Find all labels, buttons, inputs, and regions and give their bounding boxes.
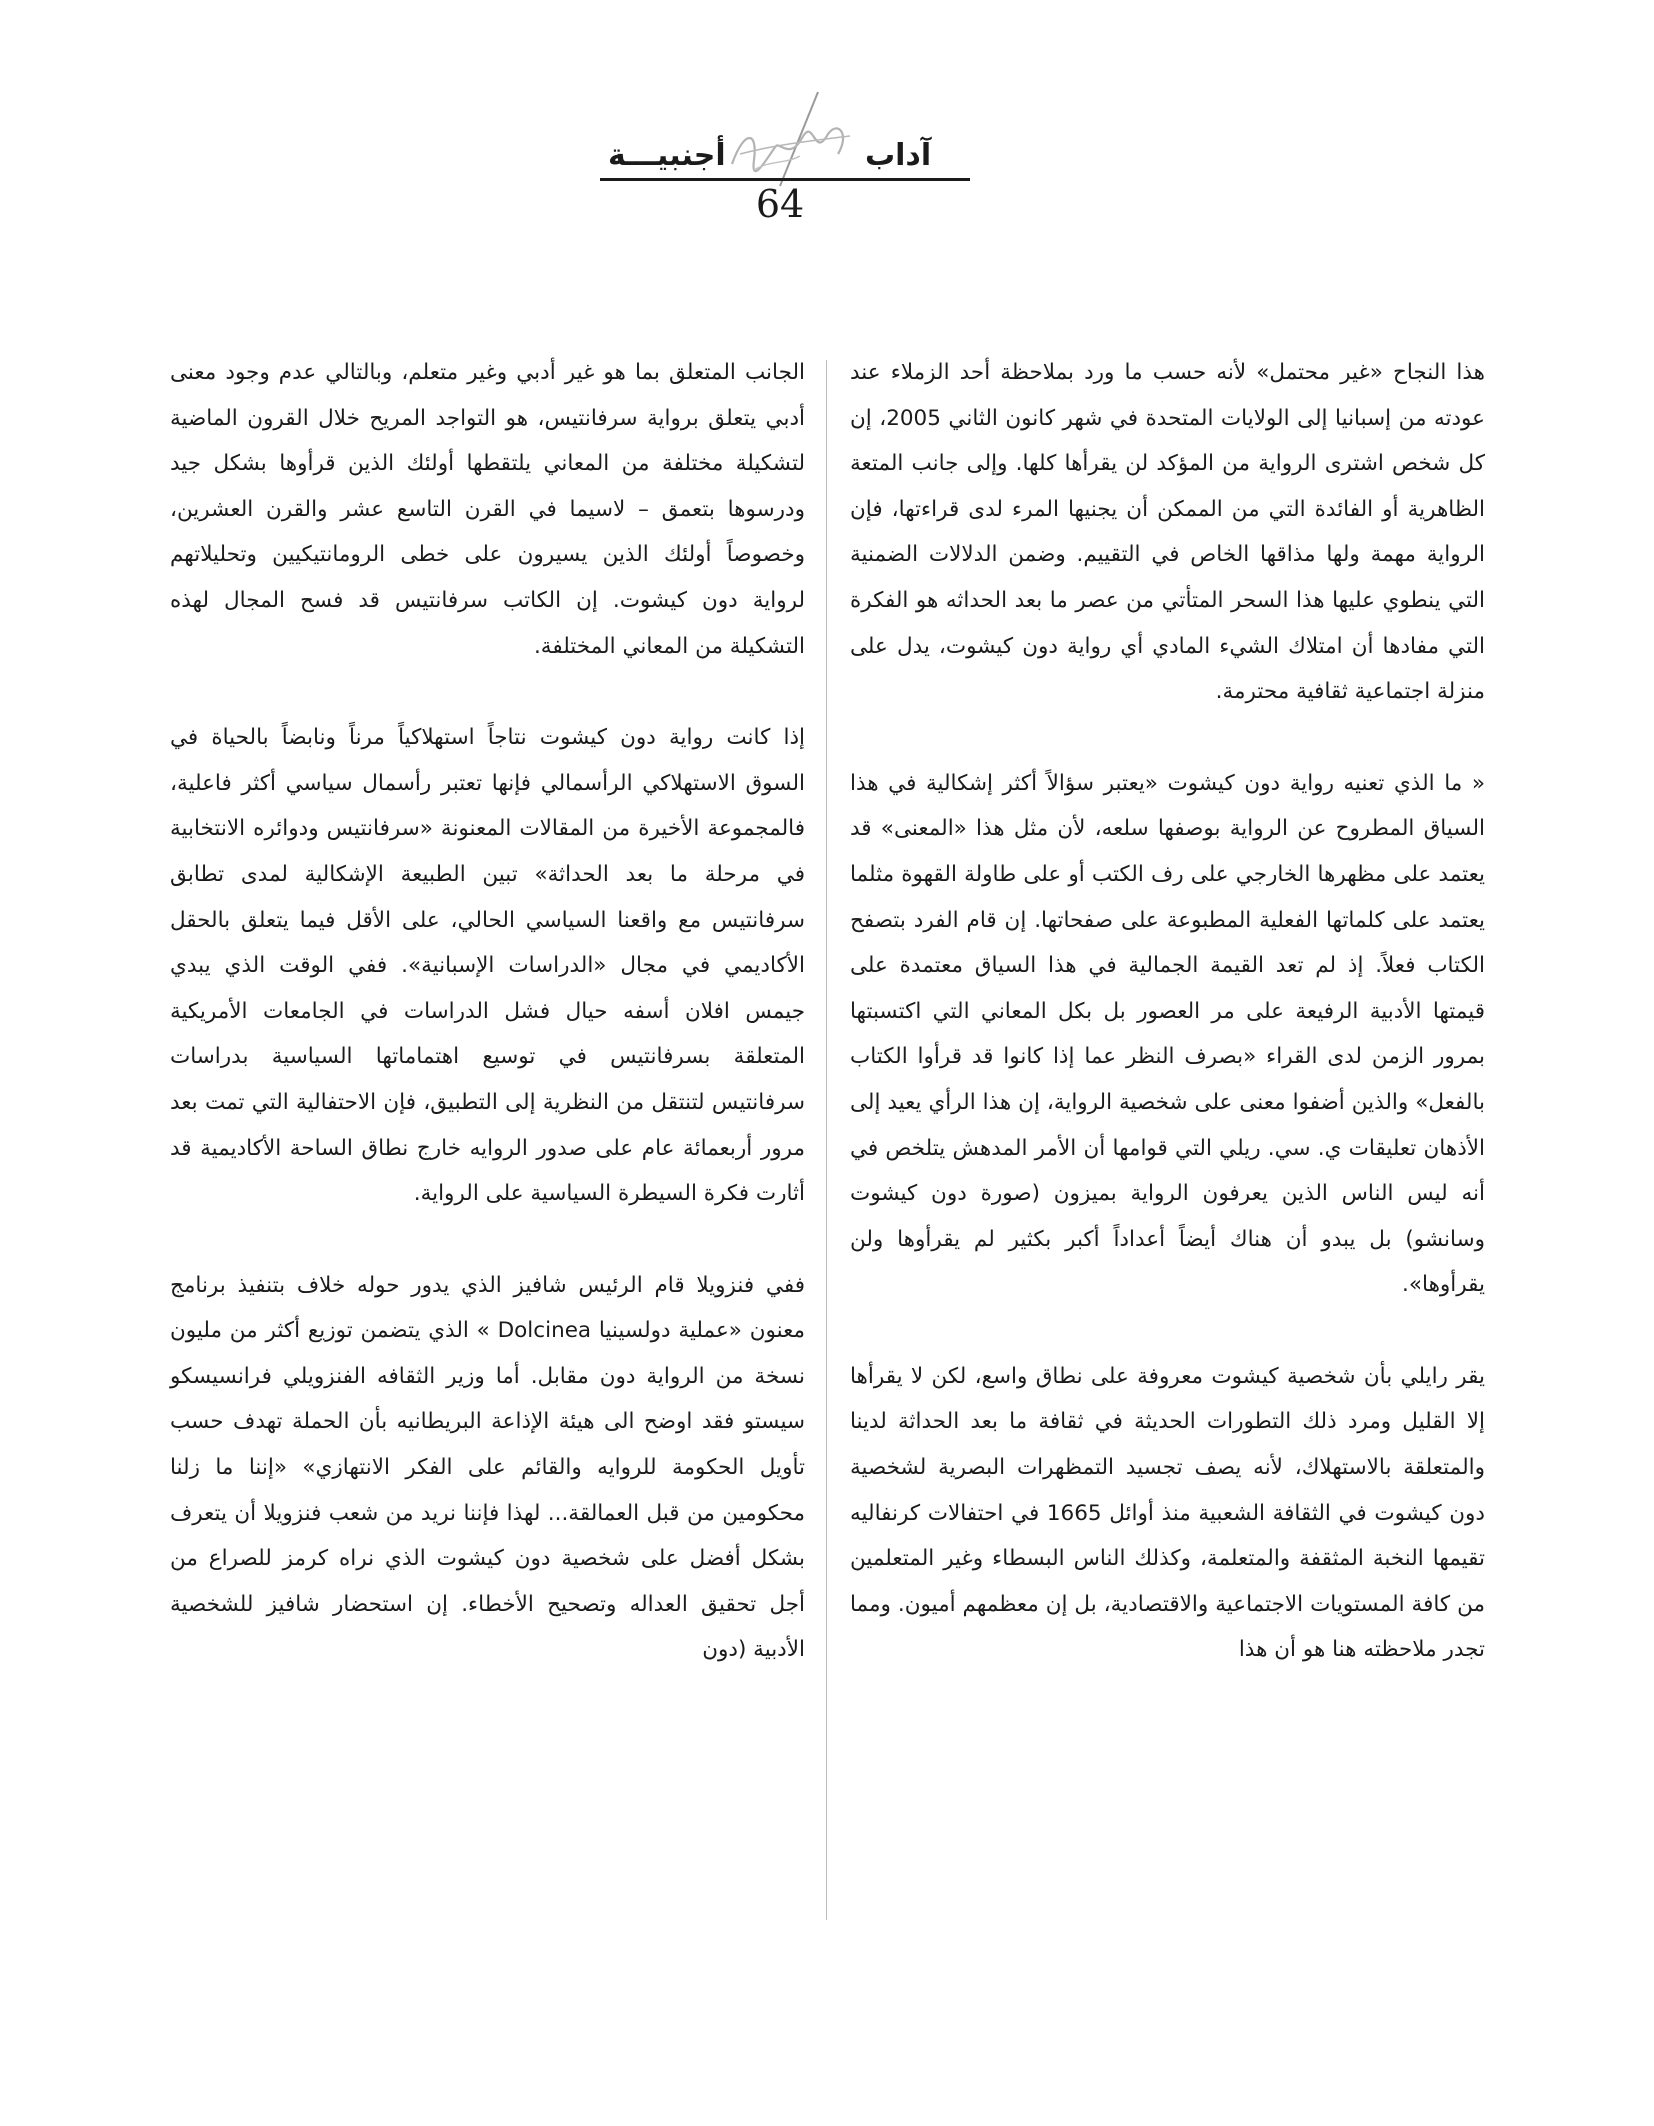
right-column <box>850 350 1485 1673</box>
header-rule <box>600 178 970 181</box>
paragraph: ففي فنزويلا قام الرئيس شافيز الذي يدور حوله خلاف بتنفيذ برنامج معنون «عملية دولسينيا Dolcinea » الذي يتضمن توزيع أكثر من مليون نسخة من الرواية دون مقابل. أما وزير الثقافه الفنزويلي فرانسيسكو سيستو فقد اوضح الى هيئة الإذاعة البريطانيه بأن الحملة تهدف حسب تأويل الحكومة للروايه والقائم على الفكر الانتهازي» «إننا ما زلنا محكومين من قبل العمالقة... لهذا فإننا نريد من شعب فنزويلا أن يتعرف بشكل أفضل على شخصية دون كيشوت الذي نراه كرمز للصراع من أجل تحقيق العداله وتصحيح الأخطاء. إن استحضار شافيز للشخصية الأدبية (دون <box>170 1272 805 1663</box>
section-label-right: آداب <box>865 138 932 173</box>
column-divider <box>826 360 827 1920</box>
page-number: 64 <box>755 182 805 226</box>
section-label-left: أجنبيـــة <box>608 138 726 173</box>
paragraph: هذا النجاح «غير محتمل» لأنه حسب ما ورد بملاحظة أحد الزملاء عند عودته من إسبانيا إلى الولايات المتحدة في شهر كانون الثاني 2005، إن كل شخص اشترى الرواية من المؤكد لن يقرأها كلها. وإلى جانب المتعة الظاهرية أو الفائدة التي من الممكن أن يجنيها المرء لدى قراءتها، فإن الرواية مهمة ولها مذاقها الخاص في التقييم. وضمن الدلالات الضمنية التي ينطوي عليها هذا السحر المتأتي من عصر ما بعد الحداثه هو الفكرة التي مفادها أن امتلاك الشيء المادي أي رواية دون كيشوت، يدل على منزلة اجتماعية ثقافية محترمة. <box>850 360 1485 705</box>
paragraph: الجانب المتعلق بما هو غير أدبي وغير متعلم، وبالتالي عدم وجود معنى أدبي يتعلق برواية سرفانتيس، هو التواجد المريح خلال القرون الماضية لتشكيلة مختلفة من المعاني يلتقطها أولئك الذين قرأوها بشكل جيد ودرسوها بتعمق – لاسيما في القرن التاسع عشر والقرن العشرين، وخصوصاً أولئك الذين يسيرون على خطى الرومانتيكيين وتحليلاتهم لرواية دون كيشوت. إن الكاتب سرفانتيس قد فسح المجال لهذه التشكيلة من المعاني المختلفة. <box>170 360 805 659</box>
paragraph: يقر رايلي بأن شخصية كيشوت معروفة على نطاق واسع، لكن لا يقرأها إلا القليل ومرد ذلك التطورات الحديثة في ثقافة ما بعد الحداثة لدينا والمتعلقة بالاستهلاك، لأنه يصف تجسيد التمظهرات البصرية لشخصية دون كيشوت في الثقافة الشعبية منذ أوائل 1665 في احتفالات كرنفاليه تقيمها النخبة المثقفة والمتعلمة، وكذلك الناس البسطاء وغير المتعلمين من كافة المستويات الاجتماعية والاقتصادية، بل إن معظمهم أميون. ومما تجدر ملاحظته هنا هو أن هذا <box>850 1363 1485 1663</box>
paragraph: « ما الذي تعنيه رواية دون كيشوت «يعتبر سؤالاً أكثر إشكالية في هذا السياق المطروح عن الرواية بوصفها سلعه، لأن مثل هذا «المعنى» قد يعتمد على مظهرها الخارجي على رف الكتب أو على طاولة القهوة مثلما يعتمد على كلماتها الفعلية المطبوعة على صفحاتها. إن قام الفرد بتصفح الكتاب فعلاً. إذ لم تعد القيمة الجمالية في هذا السياق معتمدة على قيمتها الأدبية الرفيعة على مر العصور بل بكل المعاني التي اكتسبتها بمرور الزمن لدى القراء «بصرف النظر عما إذا كانوا قد قرأوا الكتاب بالفعل» والذين أضفوا معنى على شخصية الرواية، إن هذا الرأي يعيد إلى الأذهان تعليقات ي. سي. ريلي التي قوامها أن الأمر المدهش يتلخص في أنه ليس الناس الذين يعرفون الرواية بميزون (صورة دون كيشوت وسانشو) بل يبدو أن هناك أيضاً أعداداً أكبر بكثير لم يقرأوها ولن يقرأوها». <box>850 770 1485 1298</box>
page-header <box>560 90 1000 240</box>
left-column <box>170 350 805 1673</box>
paragraph: إذا كانت رواية دون كيشوت نتاجاً استهلاكياً مرناً ونابضاً بالحياة في السوق الاستهلاكي الرأسمالي فإنها تعتبر رأسمال سياسي أكثر فاعلية، فالمجموعة الأخيرة من المقالات المعنونة «سرفانتيس ودوائره الانتخابية في مرحلة ما بعد الحداثة» تبين الطبيعة الإشكالية لمدى تطابق سرفانتيس مع واقعنا السياسي الحالي، على الأقل فيما يتعلق بالحقل الأكاديمي في مجال «الدراسات الإسبانية». ففي الوقت الذي يبدي جيمس افلان أسفه حيال فشل الدراسات في الجامعات الأمريكية المتعلقة بسرفانتيس في توسيع اهتماماتها السياسية بدراسات سرفانتيس لتنتقل من النظرية إلى التطبيق، فإن الاحتفالية التي تمت بعد مرور أربعمائة عام على صدور الروايه خارج نطاق الساحة الأكاديمية قد أثارت فكرة السيطرة السياسية على الرواية. <box>170 725 805 1207</box>
